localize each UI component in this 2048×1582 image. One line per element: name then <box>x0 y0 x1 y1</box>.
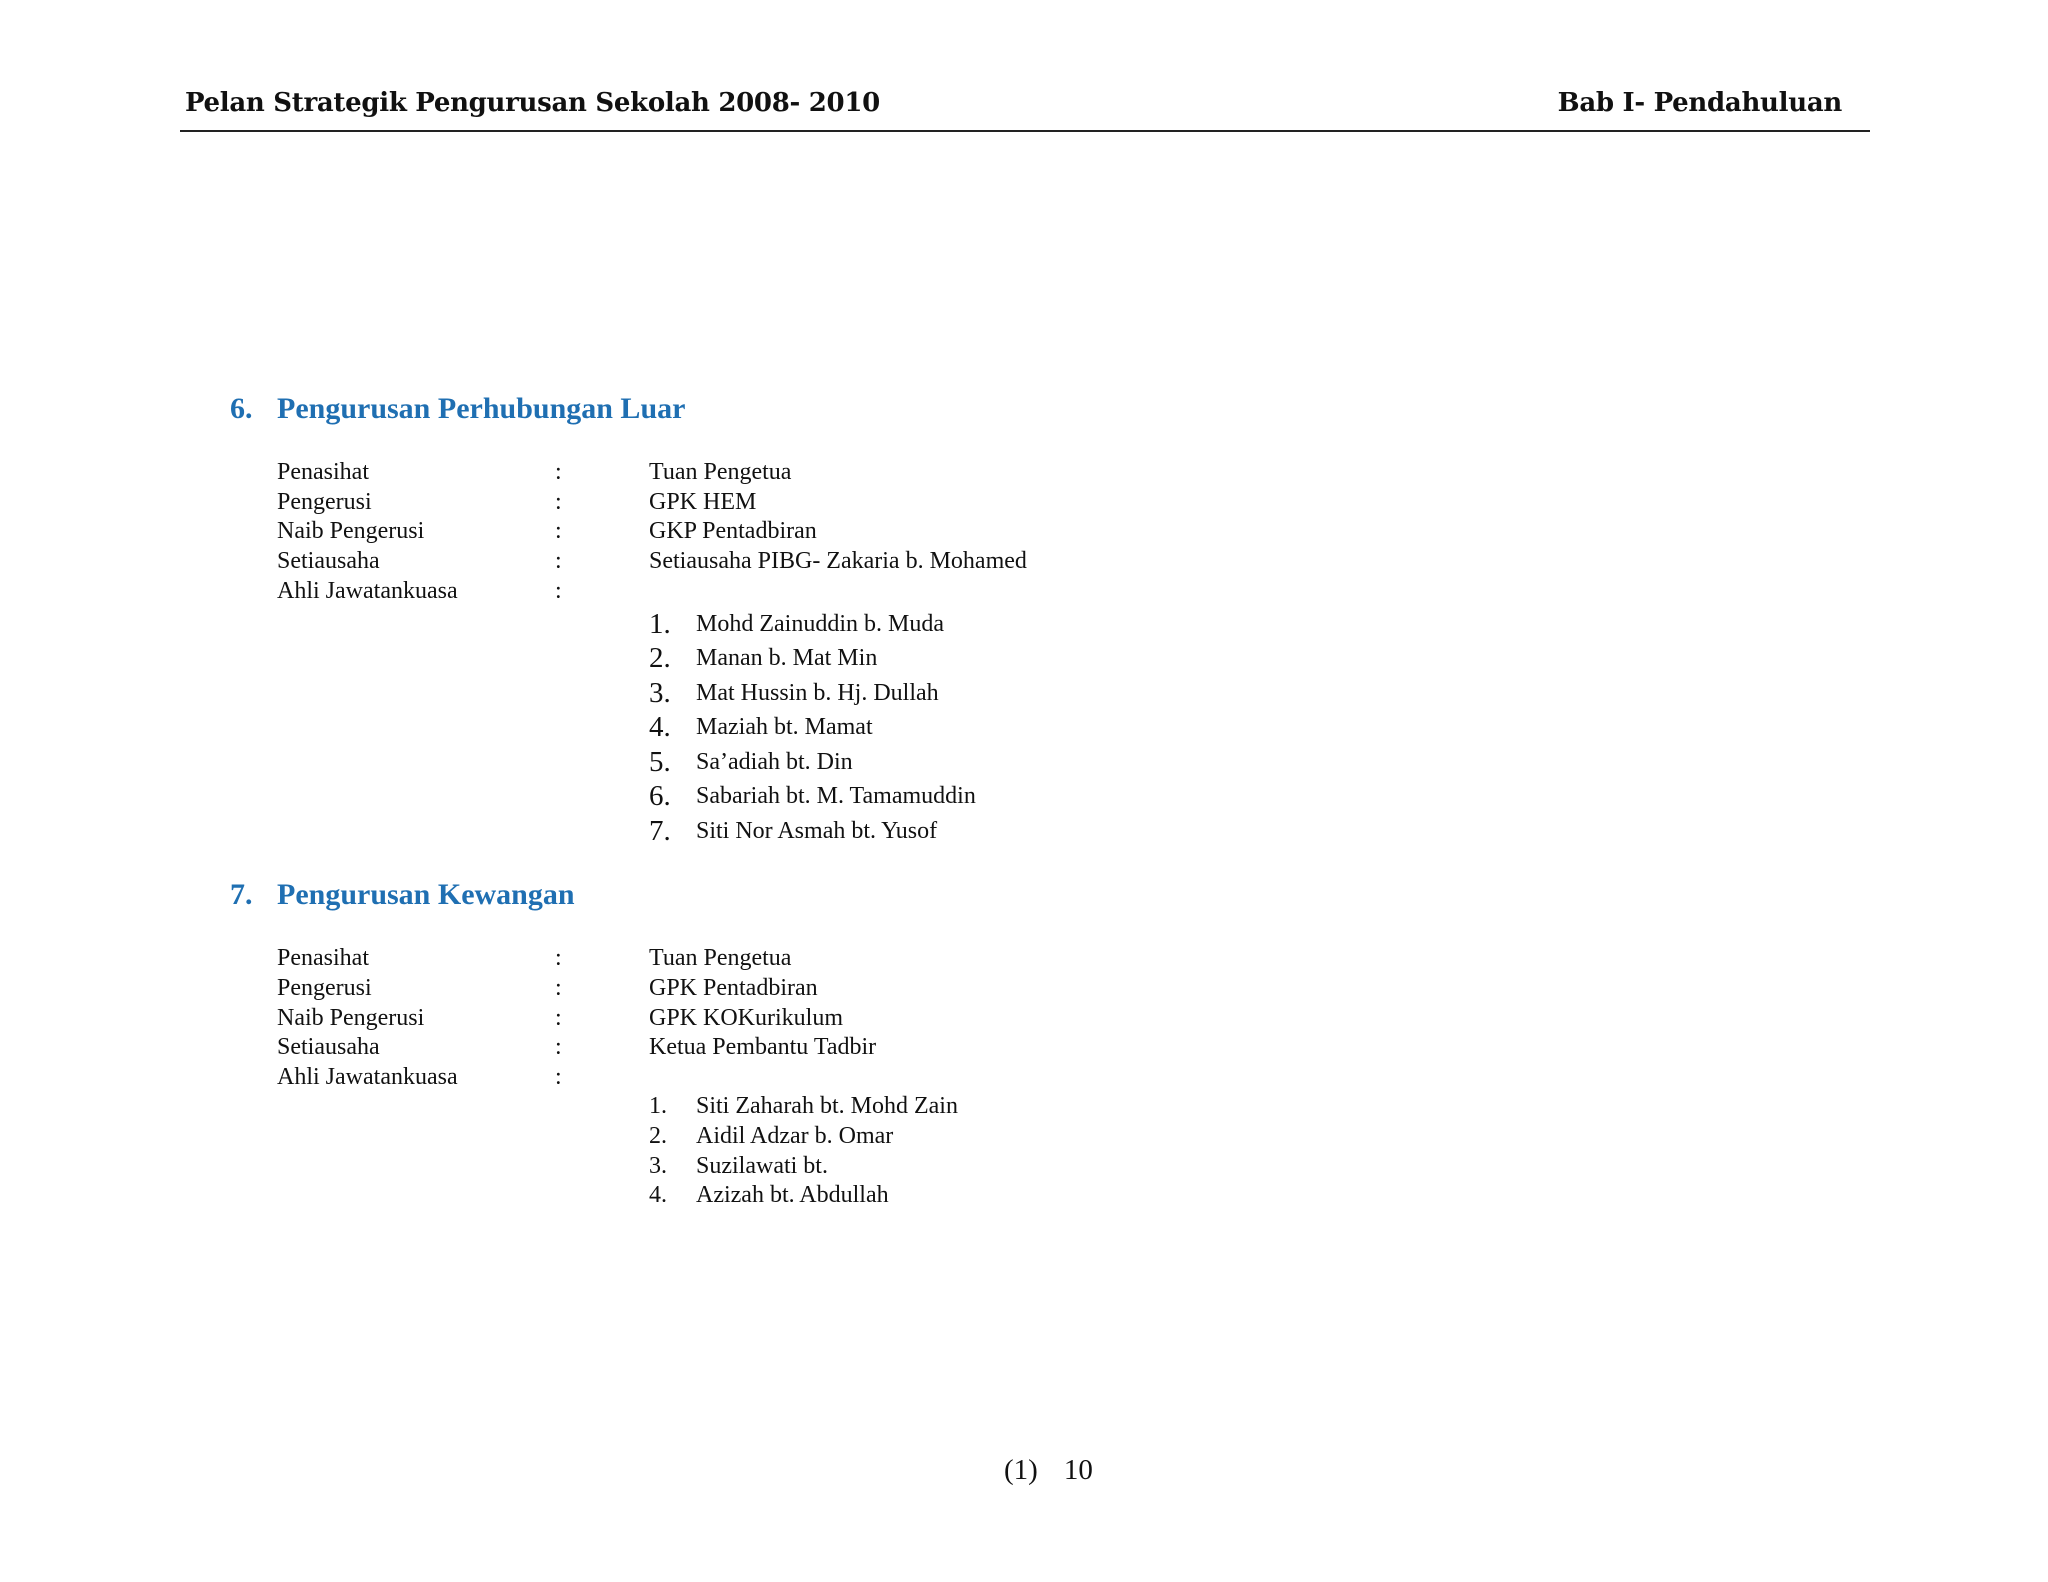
list-index: 7. <box>649 815 671 847</box>
field-label: Naib Pengerusi <box>277 518 425 544</box>
member-name: Mohd Zainuddin b. Muda <box>696 611 944 637</box>
list-index: 4. <box>649 711 671 743</box>
field-value: Tuan Pengetua <box>649 459 792 485</box>
field-colon: : <box>555 1064 562 1090</box>
member-name: Siti Nor Asmah bt. Yusof <box>696 818 938 844</box>
page-footer <box>1004 1454 1093 1487</box>
list-index: 3. <box>649 677 671 709</box>
list-index: 4. <box>649 1182 667 1208</box>
page-number: 10 <box>1063 1454 1093 1486</box>
field-colon: : <box>555 975 562 1001</box>
field-label: Setiausaha <box>277 1034 380 1060</box>
field-label: Penasihat <box>277 459 369 485</box>
list-index: 1. <box>649 1093 667 1119</box>
member-name: Sa’adiah bt. Din <box>696 749 853 775</box>
section-number: 6. <box>230 392 253 425</box>
section-heading-perhubungan-luar <box>230 392 685 426</box>
list-index: 6. <box>649 780 671 812</box>
list-index: 2. <box>649 642 671 674</box>
field-label: Pengerusi <box>277 489 372 515</box>
section-number: 7. <box>230 878 253 911</box>
list-index: 5. <box>649 746 671 778</box>
field-label: Ahli Jawatankuasa <box>277 1064 458 1090</box>
field-colon: : <box>555 489 562 515</box>
field-value: Setiausaha PIBG- Zakaria b. Mohamed <box>649 548 1027 574</box>
member-name: Azizah bt. Abdullah <box>696 1182 889 1208</box>
field-value: Ketua Pembantu Tadbir <box>649 1034 877 1060</box>
field-value: GKP Pentadbiran <box>649 518 817 544</box>
member-name: Sabariah bt. M. Tamamuddin <box>696 783 976 809</box>
field-colon: : <box>555 945 562 971</box>
member-name: Mat Hussin b. Hj. Dullah <box>696 680 939 706</box>
member-name: Suzilawati bt. <box>696 1153 828 1179</box>
chapter-title: Bab I- Pendahuluan <box>1557 88 1842 118</box>
field-value: GPK HEM <box>649 489 757 515</box>
field-value: Tuan Pengetua <box>649 945 792 971</box>
field-value: GPK KOKurikulum <box>649 1005 844 1031</box>
field-label: Pengerusi <box>277 975 372 1001</box>
section-heading-kewangan <box>230 878 575 912</box>
document-title: Pelan Strategik Pengurusan Sekolah 2008- 2010 <box>185 88 880 118</box>
field-label: Naib Pengerusi <box>277 1005 425 1031</box>
footer-section-number: (1) <box>1004 1454 1038 1486</box>
field-colon: : <box>555 1034 562 1060</box>
member-name: Aidil Adzar b. Omar <box>696 1123 894 1149</box>
list-index: 3. <box>649 1153 667 1179</box>
field-label: Ahli Jawatankuasa <box>277 578 458 604</box>
field-value: GPK Pentadbiran <box>649 975 818 1001</box>
section-title: Pengurusan Kewangan <box>277 878 575 911</box>
section-title: Pengurusan Perhubungan Luar <box>277 392 686 425</box>
field-colon: : <box>555 518 562 544</box>
page-header <box>180 88 1870 132</box>
field-label: Penasihat <box>277 945 369 971</box>
field-colon: : <box>555 548 562 574</box>
list-index: 2. <box>649 1123 667 1149</box>
field-colon: : <box>555 578 562 604</box>
member-name: Maziah bt. Mamat <box>696 714 873 740</box>
field-colon: : <box>555 459 562 485</box>
member-name: Siti Zaharah bt. Mohd Zain <box>696 1093 958 1119</box>
field-label: Setiausaha <box>277 548 380 574</box>
list-index: 1. <box>649 608 671 640</box>
member-name: Manan b. Mat Min <box>696 645 878 671</box>
field-colon: : <box>555 1005 562 1031</box>
